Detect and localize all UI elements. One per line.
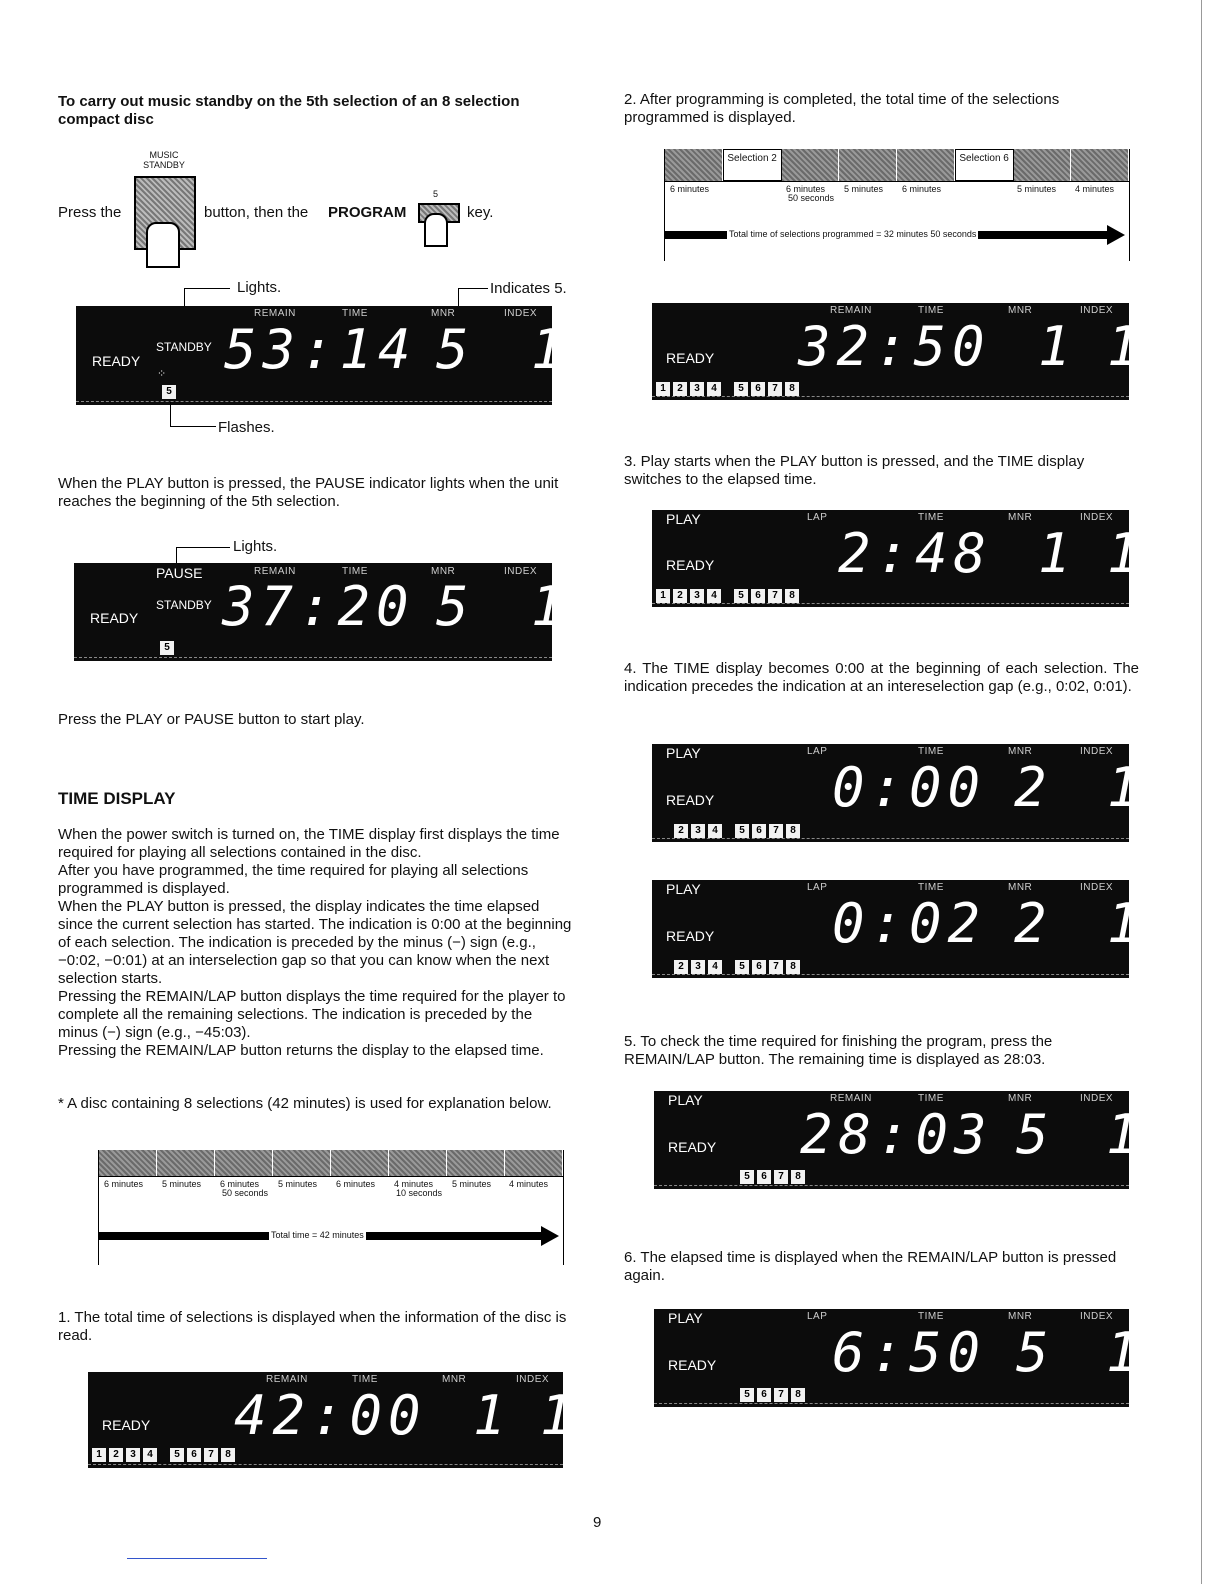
lcd-mnr: 1 [1038, 522, 1077, 585]
seconds-label: 10 seconds [396, 1188, 443, 1198]
disc-selection-diagram [98, 1150, 564, 1265]
arrow-head-icon [1107, 225, 1125, 245]
lcd-index: 1 [531, 575, 570, 638]
lcd-time: 28:03 [800, 1103, 993, 1166]
minutes-label: 6 minutes [104, 1179, 144, 1189]
minutes-label: 5 minutes [162, 1179, 202, 1189]
lcd-time: 2:48 [838, 522, 993, 585]
track-box: 5 [734, 589, 748, 603]
track-box: 3 [126, 1448, 140, 1462]
lcd-mnr: 5 [436, 575, 475, 638]
lcd-ready: READY [92, 353, 141, 369]
lcd-time: 32:50 [798, 315, 991, 378]
track-box: 1 [92, 1448, 106, 1462]
minutes-label: 6 minutes [220, 1179, 260, 1189]
track-box: 4 [708, 960, 722, 974]
lcd-mnr: 5 [1016, 1103, 1055, 1166]
track-box: 6 [751, 382, 765, 396]
callout-line [176, 547, 177, 563]
minutes-label: 5 minutes [278, 1179, 318, 1189]
minutes-row [665, 181, 1129, 212]
selection-segment [839, 149, 897, 181]
step-5-text: 5. To check the time required for finishing the program, press the REMAIN/LAP button. The remaining time is displayed as 28:03. [624, 1033, 1053, 1068]
lcd-label-index: INDEX [1080, 1093, 1114, 1104]
lcd-label-time: TIME [918, 746, 944, 757]
minutes-label: 6 minutes [670, 184, 710, 194]
step-6-text: 6. The elapsed time is displayed when the REMAIN/LAP button is pressed again. [624, 1249, 1117, 1284]
press-play-line: Press the PLAY or PAUSE button to start play. [58, 711, 365, 728]
track-box: 6 [752, 824, 766, 838]
track-box: 4 [143, 1448, 157, 1462]
lcd-label-index: INDEX [1080, 746, 1114, 757]
selection-segment [389, 1150, 447, 1176]
lcd-ready: READY [666, 350, 715, 366]
track-box: 8 [786, 960, 800, 974]
lcd-play: PLAY [668, 1092, 703, 1108]
track-box: 3 [691, 824, 705, 838]
track-box: 7 [774, 1170, 788, 1184]
track-box: 8 [221, 1448, 235, 1462]
lcd-dash-line [88, 1464, 563, 1465]
selection-segment [331, 1150, 389, 1176]
callout-line [176, 547, 230, 548]
lcd-time: 0:00 [832, 756, 987, 819]
lcd-display-1 [76, 306, 570, 405]
lcd-label-lap: LAP [807, 512, 828, 523]
time-display-para-5: Pressing the REMAIN/LAP button returns the display to the elapsed time. [58, 1042, 544, 1059]
lcd-dash-line [654, 1185, 1129, 1186]
lcd-label-index: INDEX [1080, 512, 1114, 523]
lcd-time: 0:02 [832, 892, 987, 955]
track-box: 7 [769, 824, 783, 838]
time-display-heading: TIME DISPLAY [58, 789, 176, 808]
lcd-dash-line [654, 1403, 1129, 1404]
selection-2-box: Selection 2 [723, 149, 782, 181]
lcd-label-lap: LAP [807, 882, 828, 893]
minutes-label: 4 minutes [1075, 184, 1115, 194]
music-standby-label: MUSIC STANDBY [143, 150, 185, 170]
total-time-label: Total time = 42 minutes [271, 1230, 364, 1240]
lcd-label-mnr: MNR [1008, 746, 1033, 757]
track-box: 7 [774, 1388, 788, 1402]
track-box: 8 [785, 589, 799, 603]
flashes-callout: Flashes. [218, 419, 275, 436]
track-box: 5 [735, 824, 749, 838]
track-box: 3 [690, 382, 704, 396]
lcd-dash-line [74, 657, 552, 658]
lcd-label-time: TIME [918, 1311, 944, 1322]
track-box: 6 [752, 960, 766, 974]
lcd-display-9 [654, 1309, 1145, 1407]
lcd-dash-line [652, 974, 1129, 975]
lcd-label-mnr: MNR [431, 308, 456, 319]
seconds-label: 50 seconds [222, 1188, 269, 1198]
selection-segment [1071, 149, 1129, 181]
program-key-number: 5 [433, 189, 439, 199]
lcd-mnr: 2 [1014, 892, 1053, 955]
lcd-index: 1 [1107, 315, 1146, 378]
track-box: 7 [768, 382, 782, 396]
lcd-mnr: 1 [473, 1384, 512, 1447]
time-display-para-1: When the power switch is turned on, the TIME display first displays the time required for playing all selections contained in the disc. [58, 826, 560, 861]
lcd-time: 6:50 [832, 1321, 987, 1384]
lcd-label-index: INDEX [516, 1374, 550, 1385]
track-box: 7 [204, 1448, 218, 1462]
lights-callout: Lights. [237, 279, 282, 296]
minutes-label: 6 minutes [902, 184, 942, 194]
footer-rule [127, 1558, 267, 1559]
lcd-index: 1 [1106, 1321, 1145, 1384]
lcd-display-4 [652, 303, 1146, 400]
track-box: 4 [707, 382, 721, 396]
total-time-label: Total time of selections programmed = 32 minutes 50 seconds [729, 229, 977, 239]
selection-segment [505, 1150, 563, 1176]
lcd-play: PLAY [668, 1310, 703, 1326]
lights-callout-2: Lights. [233, 538, 278, 555]
lcd-label-time: TIME [342, 308, 368, 319]
lcd-index: 1 [1107, 522, 1146, 585]
selection-segment [273, 1150, 331, 1176]
arrow-head-icon [541, 1226, 559, 1246]
lcd-label-mnr: MNR [1008, 882, 1033, 893]
track-box: 2 [109, 1448, 123, 1462]
step-2-text: 2. After programming is completed, the total time of the selections programmed is displayed. [624, 91, 1060, 126]
lcd-play: PLAY [666, 511, 701, 527]
track-box: 7 [768, 589, 782, 603]
lcd-label-time: TIME [342, 566, 368, 577]
lcd-pause: PAUSE [156, 565, 203, 581]
step-4-text: 4. The TIME display becomes 0:00 at the beginning of each selection. The indication precedes the indication at an intereselection gap (e.g., 0:02, 0:01). [624, 660, 1139, 695]
track-box: 8 [785, 382, 799, 396]
lcd-display-7 [652, 880, 1146, 978]
lcd-label-time: TIME [918, 882, 944, 893]
lcd-index: 1 [1107, 756, 1146, 819]
lcd-index: 1 [1107, 892, 1146, 955]
lcd-ready: READY [666, 792, 715, 808]
flash-icon: ⁘ [157, 368, 167, 380]
selection-segment [157, 1150, 215, 1176]
callout-line [170, 426, 216, 427]
lcd-display-3 [88, 1372, 579, 1468]
lcd-label-remain: REMAIN [254, 308, 296, 319]
lcd-dash-line [76, 401, 552, 402]
key-text: key. [467, 204, 494, 221]
lcd-label-index: INDEX [504, 308, 538, 319]
track-box: 2 [673, 589, 687, 603]
track-box: 2 [674, 824, 688, 838]
track-box: 8 [791, 1170, 805, 1184]
lcd-label-mnr: MNR [442, 1374, 467, 1385]
selection-6-box: Selection 6 [955, 149, 1014, 181]
track-box: 8 [791, 1388, 805, 1402]
lcd-index: 1 [531, 318, 570, 381]
selection-segment [897, 149, 955, 181]
lcd-mnr: 5 [1016, 1321, 1055, 1384]
lcd-ready: READY [668, 1139, 717, 1155]
track-box: 5 [162, 385, 176, 399]
selection-segment [782, 149, 840, 181]
lcd-display-2 [74, 563, 570, 661]
lcd-standby: STANDBY [156, 340, 212, 354]
minutes-label: 6 minutes [336, 1179, 376, 1189]
disc-note: * A disc containing 8 selections (42 minutes) is used for explanation below. [58, 1095, 552, 1112]
lcd-label-index: INDEX [1080, 305, 1114, 316]
selection-segment [447, 1150, 505, 1176]
step-3-text: 3. Play starts when the PLAY button is pressed, and the TIME display switches to the elapsed time. [624, 453, 1085, 488]
lcd-label-lap: LAP [807, 746, 828, 757]
lcd-dash-line [652, 396, 1129, 397]
callout-line [184, 288, 230, 289]
minutes-label: 5 minutes [452, 1179, 492, 1189]
track-box: 5 [735, 960, 749, 974]
lcd-label-lap: LAP [807, 1311, 828, 1322]
lcd-display-5 [652, 510, 1146, 607]
lcd-label-remain: REMAIN [830, 1093, 872, 1104]
time-display-para-2: After you have programmed, the time required for playing all selections programmed is displayed. [58, 862, 529, 897]
lcd-label-index: INDEX [504, 566, 538, 577]
lcd-mnr: 2 [1014, 756, 1053, 819]
track-box: 4 [707, 589, 721, 603]
lcd-time: 53:14 [224, 318, 417, 381]
track-box: 6 [187, 1448, 201, 1462]
lcd-label-mnr: MNR [1008, 305, 1033, 316]
selection-bar [99, 1150, 563, 1176]
lcd-label-time: TIME [918, 512, 944, 523]
minutes-label: 5 minutes [1017, 184, 1057, 194]
track-box: 5 [734, 382, 748, 396]
lcd-label-index: INDEX [1080, 882, 1114, 893]
selection-segment [1014, 149, 1072, 181]
lcd-mnr: 1 [1038, 315, 1077, 378]
track-box: 4 [708, 824, 722, 838]
lcd-display-8 [654, 1091, 1145, 1189]
binding-edge [1201, 0, 1202, 1584]
track-box: 3 [691, 960, 705, 974]
lcd-time: 37:20 [222, 575, 415, 638]
program-selection-diagram [664, 149, 1130, 261]
lcd-ready: READY [666, 557, 715, 573]
track-box: 7 [769, 960, 783, 974]
intro-heading: To carry out music standby on the 5th selection of an 8 selection compact disc [58, 93, 520, 128]
lcd-ready: READY [90, 610, 139, 626]
button-then-text: button, then the [204, 204, 309, 221]
lcd-ready: READY [668, 1357, 717, 1373]
lcd-label-mnr: MNR [1008, 1311, 1033, 1322]
track-box: 5 [170, 1448, 184, 1462]
minutes-row [99, 1176, 563, 1207]
track-box: 2 [674, 960, 688, 974]
track-box: 6 [757, 1170, 771, 1184]
callout-line [170, 402, 171, 427]
track-box: 6 [751, 589, 765, 603]
minutes-label: 4 minutes [394, 1179, 434, 1189]
lcd-label-mnr: MNR [431, 566, 456, 577]
program-key-label: PROGRAM [328, 204, 407, 221]
lcd-play: PLAY [666, 881, 701, 897]
lcd-label-remain: REMAIN [266, 1374, 308, 1385]
track-box: 2 [673, 382, 687, 396]
lcd-label-mnr: MNR [1008, 512, 1033, 523]
selection-segment [215, 1150, 273, 1176]
seconds-label: 50 seconds [788, 193, 835, 203]
lcd-index: 1 [540, 1384, 579, 1447]
track-box: 1 [656, 382, 670, 396]
track-box: 5 [740, 1170, 754, 1184]
lcd-dash-line [652, 838, 1129, 839]
lcd-label-remain: REMAIN [254, 566, 296, 577]
time-display-para-4: Pressing the REMAIN/LAP button displays the time required for the player to complete all the remaining selections. The indication is preceded by the minus (−) sign (e.g., −45:03). [58, 988, 566, 1041]
callout-line [458, 288, 488, 289]
press-the-text: Press the [58, 204, 122, 221]
track-box: 5 [160, 641, 174, 655]
step-1-text: 1. The total time of selections is displayed when the information of the disc is read. [58, 1309, 567, 1344]
lcd-label-index: INDEX [1080, 1311, 1114, 1322]
lcd-label-time: TIME [918, 1093, 944, 1104]
lcd-display-6 [652, 744, 1146, 842]
lcd-index: 1 [1106, 1103, 1145, 1166]
track-box: 6 [757, 1388, 771, 1402]
time-display-para-3: When the PLAY button is pressed, the display indicates the time elapsed since the current selection has started. The indication is 0:00 at the beginning of each selection. The indication is preceded by the minus (−) sign (e.g., −0:02, −0:01) at an interselection gap so that you can know when the next selection starts. [58, 898, 572, 987]
lcd-mnr: 5 [436, 318, 475, 381]
lcd-label-time: TIME [918, 305, 944, 316]
play-pause-paragraph: When the PLAY button is pressed, the PAUSE indicator lights when the unit reaches the beginning of the 5th selection. [58, 475, 559, 510]
lcd-ready: READY [666, 928, 715, 944]
minutes-label: 6 minutes [786, 184, 826, 194]
page-number: 9 [593, 1514, 602, 1531]
finger-icon [146, 222, 180, 268]
lcd-play: PLAY [666, 745, 701, 761]
finger-icon [424, 213, 448, 247]
lcd-label-mnr: MNR [1008, 1093, 1033, 1104]
track-box: 5 [740, 1388, 754, 1402]
lcd-time: 42:00 [234, 1384, 427, 1447]
lcd-label-remain: REMAIN [830, 305, 872, 316]
lcd-dash-line [652, 603, 1129, 604]
selection-segment [665, 149, 723, 181]
indicates-5-callout: Indicates 5. [490, 280, 567, 297]
track-box: 1 [656, 589, 670, 603]
lcd-label-time: TIME [352, 1374, 378, 1385]
lcd-ready: READY [102, 1417, 151, 1433]
track-box: 8 [786, 824, 800, 838]
minutes-label: 4 minutes [509, 1179, 549, 1189]
selection-segment [99, 1150, 157, 1176]
lcd-standby: STANDBY [156, 598, 212, 612]
selection-bar [665, 149, 1129, 181]
track-box: 3 [690, 589, 704, 603]
minutes-label: 5 minutes [844, 184, 884, 194]
